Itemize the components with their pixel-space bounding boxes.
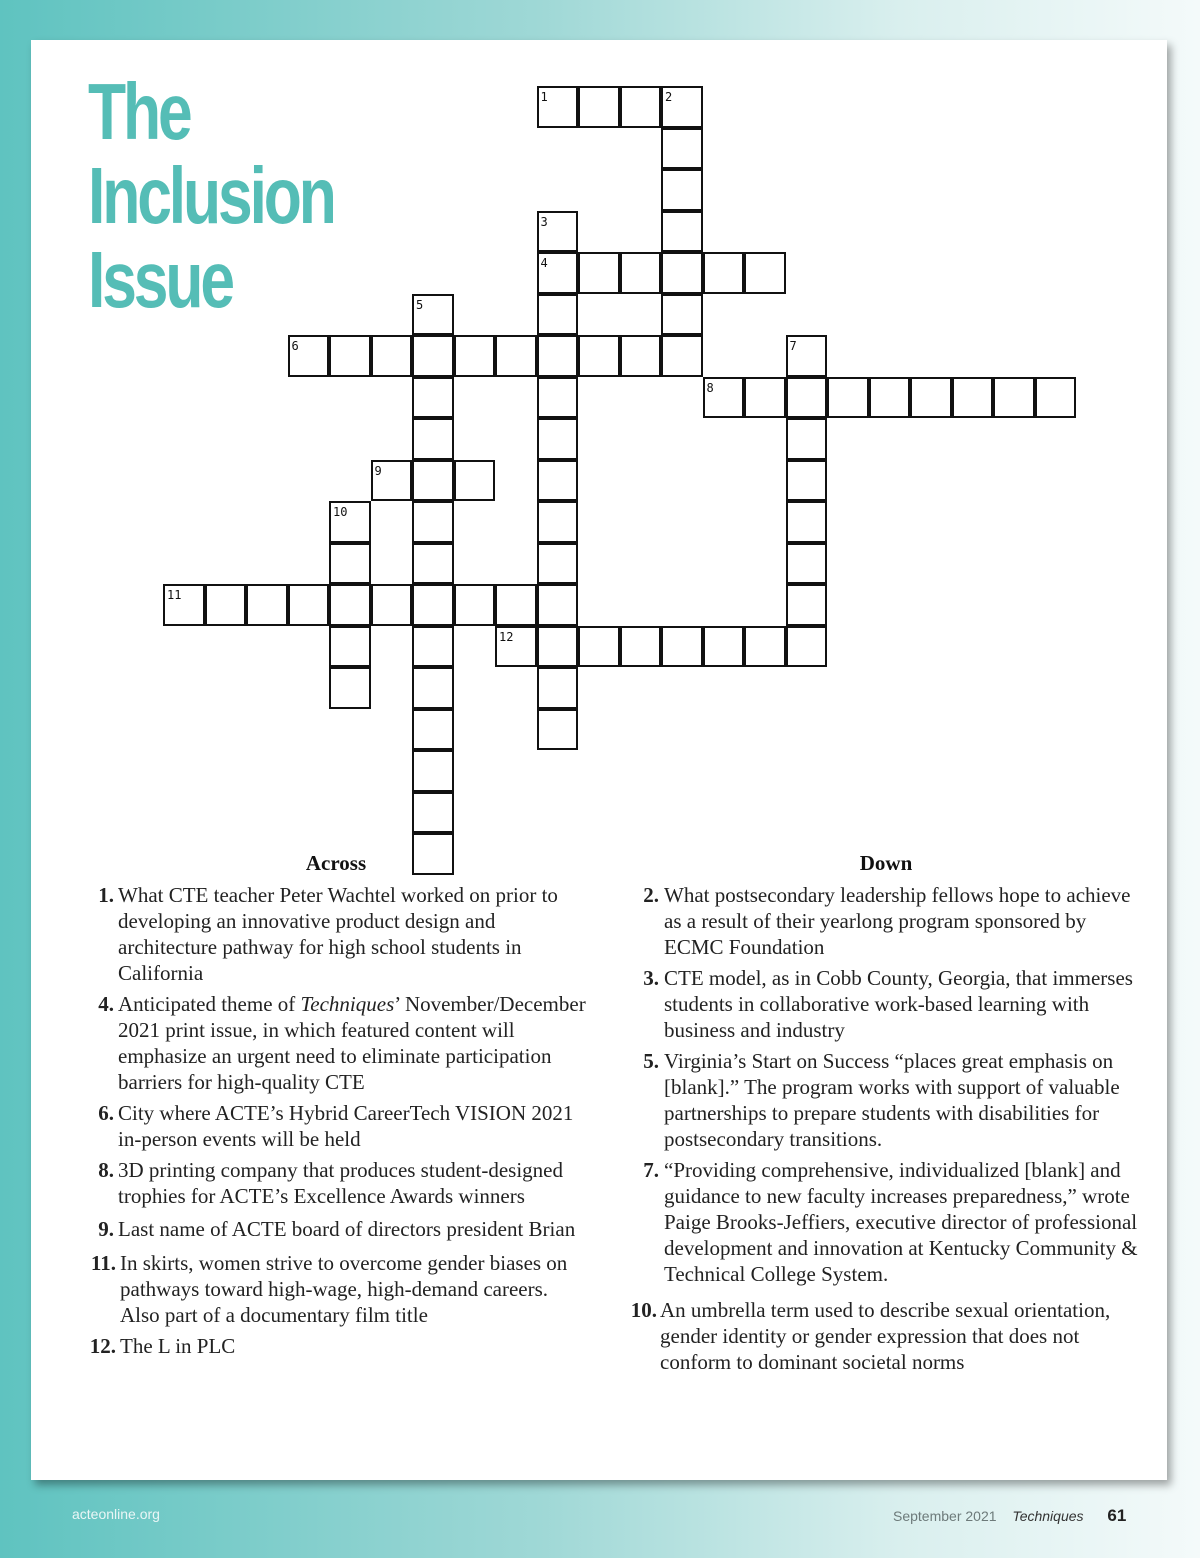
clue-number-label: 11 [167, 588, 182, 602]
clue-text: What CTE teacher Peter Wachtel worked on prior to developing an innovative product design and architecture pathway for high school students in California [118, 883, 558, 985]
crossword-cell[interactable] [744, 252, 786, 294]
clue-down-3 [626, 965, 1146, 1043]
crossword-cell[interactable] [412, 501, 454, 543]
clue-across-9 [86, 1214, 586, 1245]
clue-number: 5. [643, 1049, 659, 1073]
crossword-cell[interactable] [329, 584, 371, 626]
clue-across-4 [86, 991, 586, 1095]
down-clues [626, 850, 1146, 1380]
crossword-cell[interactable] [537, 667, 579, 709]
crossword-cell[interactable] [329, 501, 371, 543]
crossword-cell[interactable] [952, 377, 994, 419]
crossword-cell[interactable] [661, 128, 703, 170]
clue-number-label: 12 [499, 629, 514, 644]
clue-down-5 [626, 1048, 1146, 1152]
crossword-cell[interactable] [661, 335, 703, 377]
crossword-cell[interactable] [827, 377, 869, 419]
crossword-cell[interactable] [412, 667, 454, 709]
crossword-cell[interactable] [786, 501, 828, 543]
crossword-cell[interactable] [869, 377, 911, 419]
clue-number-label: 6 [291, 339, 299, 353]
crossword-cell[interactable] [329, 335, 371, 377]
footer-date: September 2021 [893, 1508, 997, 1524]
magazine-name-italic: Techniques [300, 992, 395, 1016]
title-line-2: Inclusion [88, 151, 334, 240]
clue-number-label: 8 [706, 380, 714, 395]
crossword-cell[interactable] [537, 294, 579, 336]
crossword-cell[interactable] [329, 543, 371, 585]
clue-number-label: 1 [540, 90, 548, 104]
crossword-cell[interactable] [786, 460, 828, 502]
footer-site: acteonline.org [72, 1506, 160, 1522]
clue-down-7 [626, 1157, 1146, 1287]
clue-text: Last name of ACTE board of directors president Brian [118, 1217, 576, 1241]
clue-across-1 [86, 882, 586, 986]
crossword-cell[interactable] [744, 626, 786, 668]
crossword-cell[interactable] [661, 169, 703, 211]
clue-number: 9. [98, 1217, 114, 1241]
clue-number: 12. [89, 1334, 116, 1358]
clue-number: 8. [98, 1158, 114, 1182]
clue-text: Virginia’s Start on Success “places great emphasis on [blank].” The program works with support of valuable partnerships to prepare students with disabilities for postsecondary transitions. [664, 1049, 1120, 1151]
crossword-cell[interactable] [537, 377, 579, 419]
clue-number: 2. [643, 883, 659, 907]
clue-down-10 [626, 1297, 1146, 1375]
footer-info [893, 1506, 1126, 1526]
crossword-cell[interactable] [703, 626, 745, 668]
clue-number: 10. [630, 1298, 657, 1322]
crossword-cell[interactable] [412, 626, 454, 668]
clue-number-label: 7 [789, 339, 797, 353]
crossword-cell[interactable] [537, 543, 579, 585]
crossword-cell[interactable] [993, 377, 1035, 419]
crossword-cell[interactable] [620, 626, 662, 668]
crossword-cell[interactable] [288, 584, 330, 626]
crossword-cell[interactable] [371, 584, 413, 626]
crossword-cell[interactable] [537, 252, 579, 294]
crossword-cell[interactable] [537, 501, 579, 543]
clue-number-label: 9 [374, 463, 382, 478]
clue-down-2 [626, 882, 1146, 960]
crossword-cell[interactable] [620, 86, 662, 128]
clue-number: 7. [643, 1158, 659, 1182]
page-number: 61 [1107, 1506, 1127, 1525]
crossword-cell[interactable] [786, 377, 828, 419]
crossword-cell[interactable] [661, 252, 703, 294]
crossword-cell[interactable] [412, 584, 454, 626]
crossword-cell[interactable] [661, 211, 703, 253]
title-line-3: Issue [88, 235, 232, 324]
crossword-cell[interactable] [371, 460, 413, 502]
clue-number: 3. [643, 966, 659, 990]
clue-text: CTE model, as in Cobb County, Georgia, that immerses students in collaborative work-based learning with business and industry [664, 966, 1133, 1042]
crossword-cell[interactable] [412, 335, 454, 377]
clue-text: In skirts, women strive to overcome gender biases on pathways toward high-wage, high-demand careers. Also part of a documentary film title [120, 1251, 568, 1327]
crossword-cell[interactable] [661, 294, 703, 336]
footer-magazine: Techniques [1012, 1508, 1084, 1524]
clue-text: 3D printing company that produces student-designed trophies for ACTE’s Excellence Awards winners [118, 1158, 563, 1208]
crossword-cell[interactable] [786, 626, 828, 668]
clue-number-label: 2 [665, 90, 673, 104]
clue-across-12 [86, 1333, 586, 1359]
crossword-cell[interactable] [163, 584, 205, 626]
crossword-cell[interactable] [620, 252, 662, 294]
clue-number: 4. [98, 992, 114, 1016]
crossword-cell[interactable] [412, 750, 454, 792]
crossword-cell[interactable] [454, 335, 496, 377]
crossword-cell[interactable] [371, 335, 413, 377]
crossword-cell[interactable] [412, 418, 454, 460]
clue-across-6 [86, 1100, 586, 1152]
crossword-cell[interactable] [744, 377, 786, 419]
clue-text: City where ACTE’s Hybrid CareerTech VISION 2021 in-person events will be held [118, 1101, 574, 1151]
crossword-cell[interactable] [412, 460, 454, 502]
crossword-cell[interactable] [537, 86, 579, 128]
crossword-cell[interactable] [412, 792, 454, 834]
crossword-cell[interactable] [329, 667, 371, 709]
crossword-cell[interactable] [620, 335, 662, 377]
clue-number-label: 4 [540, 256, 548, 270]
crossword-cell[interactable] [246, 584, 288, 626]
clue-text: Anticipated theme of Techniques’ November/December 2021 print issue, in which featured content will emphasize an urgent need to eliminate participation barriers for high-quality CTE [118, 992, 586, 1094]
crossword-cell[interactable] [786, 543, 828, 585]
crossword-cell[interactable] [537, 211, 579, 253]
clue-number-label: 10 [333, 505, 348, 519]
clue-number-label: 5 [416, 297, 424, 312]
crossword-cell[interactable] [537, 626, 579, 668]
crossword-cell[interactable] [786, 418, 828, 460]
crossword-cell[interactable] [412, 543, 454, 585]
crossword-cell[interactable] [578, 335, 620, 377]
crossword-cell[interactable] [703, 252, 745, 294]
clue-number: 1. [98, 883, 114, 907]
clue-text: “Providing comprehensive, individualized [blank] and guidance to new faculty increases preparedness,” wrote Paige Brooks-Jeffiers, executive director of professional development and innovation at Kentucky Community & Technical College System. [664, 1158, 1138, 1286]
crossword-cell[interactable] [537, 418, 579, 460]
clue-text: An umbrella term used to describe sexual orientation, gender identity or gender expression that does not conform to dominant societal norms [660, 1298, 1111, 1374]
crossword-cell[interactable] [495, 335, 537, 377]
crossword-cell[interactable] [703, 377, 745, 419]
clue-number-label: 3 [540, 214, 548, 229]
crossword-cell[interactable] [412, 709, 454, 751]
crossword-cell[interactable] [454, 584, 496, 626]
crossword-cell[interactable] [412, 377, 454, 419]
crossword-cell[interactable] [786, 335, 828, 377]
clue-number: 11. [90, 1251, 116, 1275]
crossword-cell[interactable] [495, 626, 537, 668]
clue-text: The L in PLC [120, 1334, 236, 1358]
crossword-cell[interactable] [1035, 377, 1077, 419]
crossword-cell[interactable] [537, 335, 579, 377]
crossword-cell[interactable] [910, 377, 952, 419]
crossword-cell[interactable] [786, 584, 828, 626]
crossword-cell[interactable] [578, 252, 620, 294]
across-heading: Across [305, 851, 367, 875]
across-clues [86, 850, 586, 1364]
title-line-1: The [88, 67, 190, 156]
clue-across-8 [86, 1157, 586, 1209]
crossword-cell[interactable] [661, 86, 703, 128]
crossword-cell[interactable] [537, 460, 579, 502]
crossword-cell[interactable] [578, 626, 620, 668]
crossword-cell[interactable] [495, 584, 537, 626]
crossword-cell[interactable] [329, 626, 371, 668]
crossword-cell[interactable] [661, 626, 703, 668]
clue-across-11 [86, 1250, 586, 1328]
crossword-cell[interactable] [578, 86, 620, 128]
crossword-cell[interactable] [412, 294, 454, 336]
crossword-cell[interactable] [454, 460, 496, 502]
crossword-cell[interactable] [537, 709, 579, 751]
down-heading: Down [859, 851, 913, 875]
crossword-cell[interactable] [537, 584, 579, 626]
clue-text: What postsecondary leadership fellows hope to achieve as a result of their yearlong program sponsored by ECMC Foundation [664, 883, 1131, 959]
crossword-cell[interactable] [288, 335, 330, 377]
clue-number: 6. [98, 1101, 114, 1125]
crossword-cell[interactable] [205, 584, 247, 626]
